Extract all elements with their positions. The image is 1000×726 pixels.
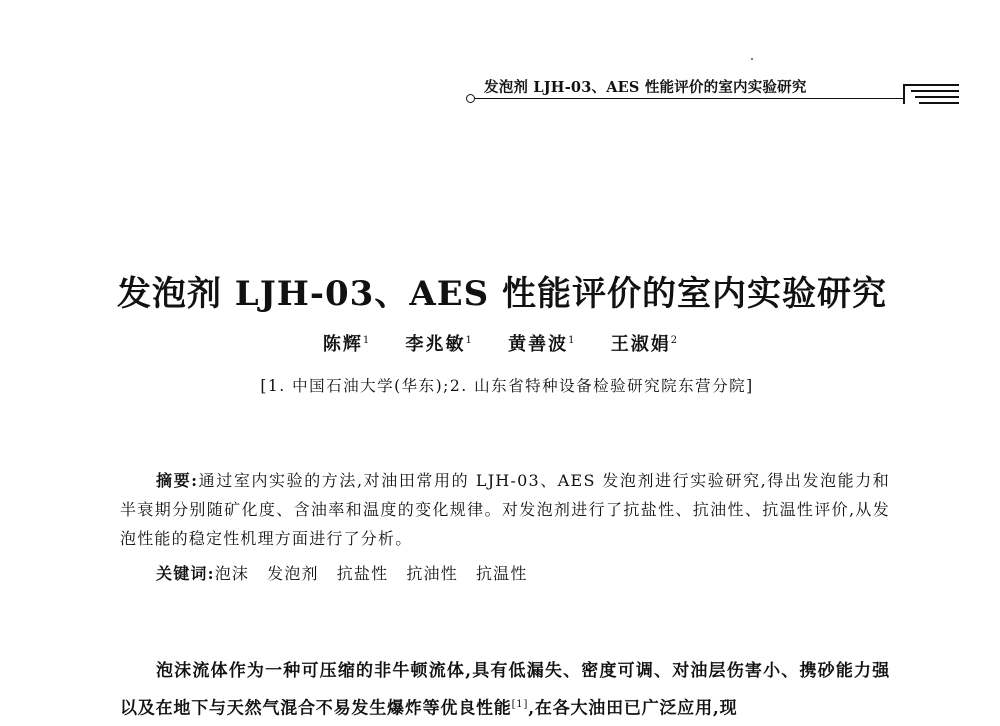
keywords-label: 关键词: [156,564,215,583]
running-header-title: 发泡剂 LJH-03、AES 性能评价的室内实验研究 [484,79,807,96]
abstract-label: 摘要: [156,471,199,490]
author [508,330,574,356]
keyword: 抗盐性 [336,564,389,583]
abstract [120,466,890,553]
body-text-continued: ,在各大油田已广泛应用,现 [528,698,738,719]
citation-ref: [1] [511,699,529,710]
author-affiliation-mark: 1 [465,335,472,346]
keyword: 泡沫 [214,564,250,583]
affiliation: [1. 中国石油大学(华东);2. 山东省特种设备检验研究院东营分院] [260,377,754,395]
author-affiliation-mark: 2 [670,335,678,346]
author-name: 王淑娟 [610,334,671,355]
author-list [0,330,1000,356]
body-paragraph [120,655,890,726]
header-lines-ornament [903,80,959,104]
keywords [156,561,546,584]
author-name: 黄善波 [508,334,569,355]
author-affiliation-mark: 1 [568,335,575,346]
abstract-text: 通过室内实验的方法,对油田常用的 LJH-03、AES 发泡剂进行实验研究,得出发泡能力和半衰期分别随矿化度、含油率和温度的变化规律。对发泡剂进行了抗盐性、抗油性、抗温性评价,从发泡性能的稳定性机理方面进行了分析。 [120,471,890,548]
keyword: 发泡剂 [267,564,319,583]
body-text: 泡沫流体作为一种可压缩的非牛顿流体,具有低漏失、密度可调、对油层伤害小、携砂能力强以及在地下与天然气混合不易发生爆炸等优良性能 [120,661,890,719]
author [405,330,471,356]
scan-speck [751,58,753,60]
header-circle-ornament [466,94,475,103]
author-name: 陈辉 [322,334,363,355]
author-affiliation-mark: 1 [362,335,370,346]
paper-title: 发泡剂 LJH-03、AES 性能评价的室内实验研究 [116,274,888,314]
keyword: 抗温性 [475,564,528,583]
author-name: 李兆敏 [405,334,466,355]
author [323,330,369,356]
keyword: 抗油性 [406,564,458,583]
author [611,330,677,356]
running-header [466,72,960,112]
header-rule [475,98,903,99]
